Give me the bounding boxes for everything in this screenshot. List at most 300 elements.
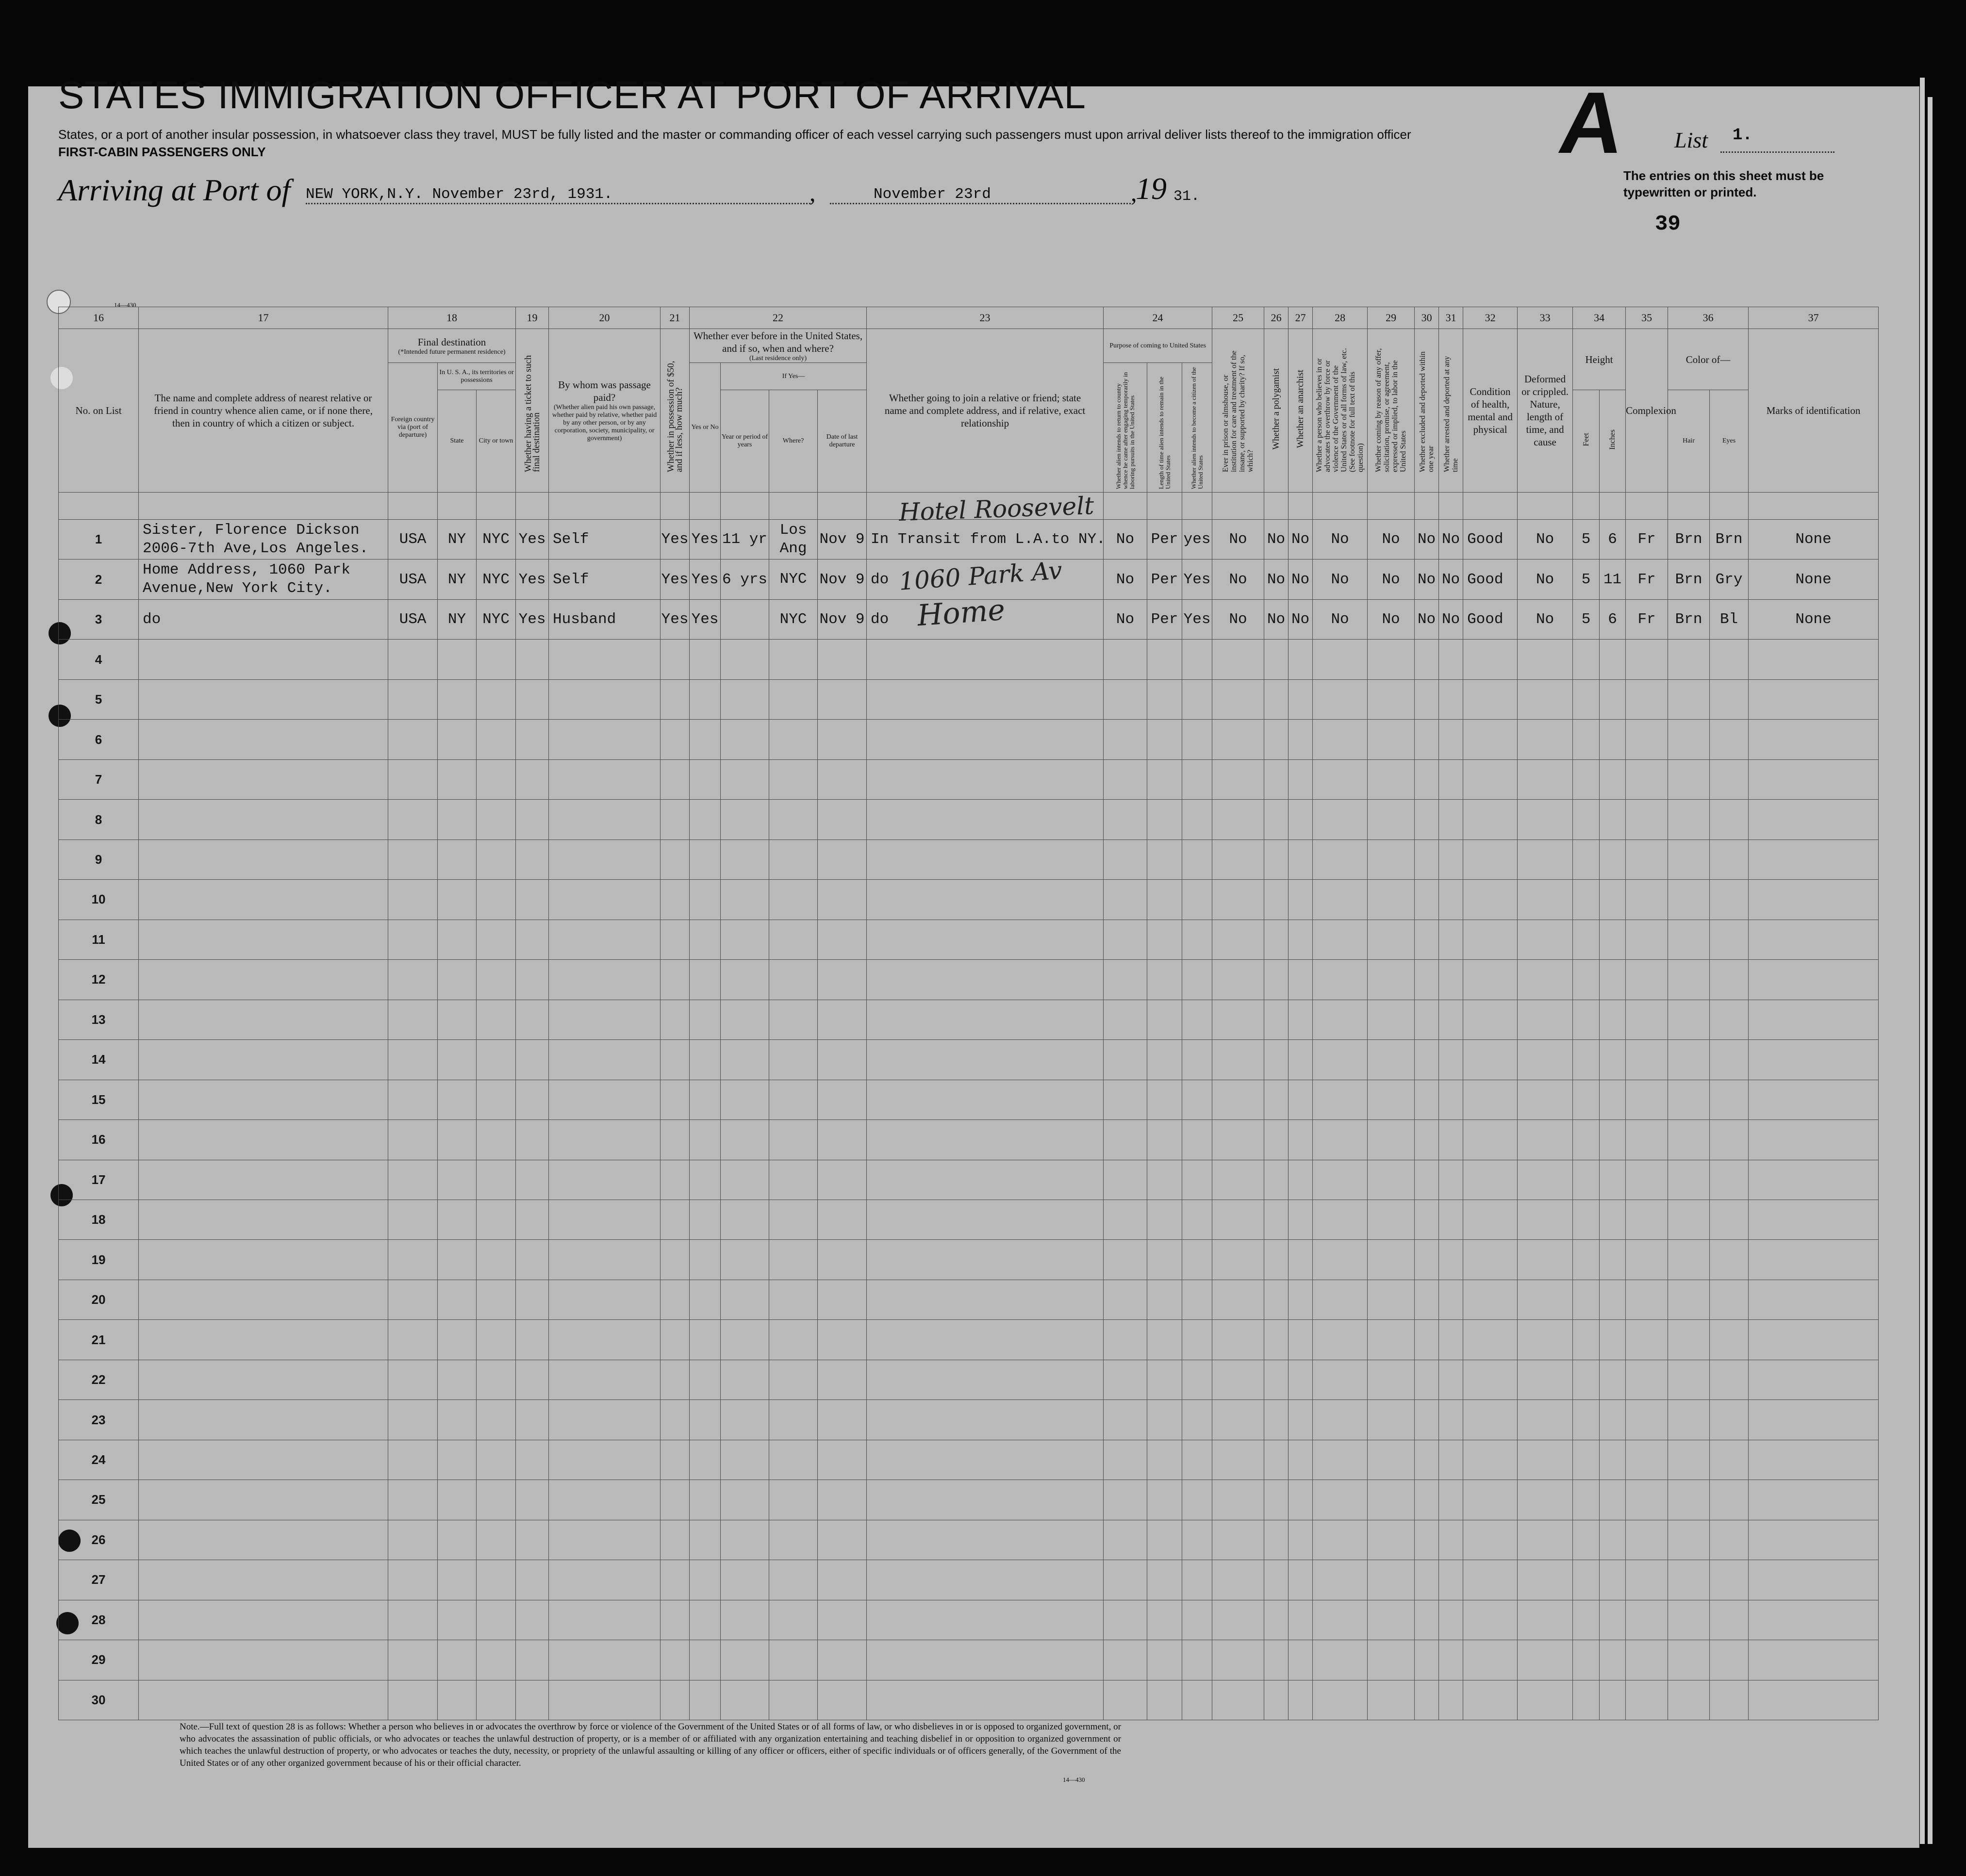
empty-cell <box>690 1200 721 1239</box>
header-in-usa: In U. S. A., its territories or possessions <box>438 363 516 390</box>
form-number: 14—430 <box>114 301 136 309</box>
complexion: Fr <box>1626 599 1668 639</box>
empty-cell <box>516 1560 549 1600</box>
empty-cell <box>1212 1160 1264 1200</box>
empty-cell <box>516 1080 549 1119</box>
overthrow: No <box>1313 520 1368 560</box>
empty-cell <box>438 1160 477 1200</box>
empty-cell <box>1626 839 1668 879</box>
empty-cell <box>477 1280 516 1319</box>
footnote: Note.—Full text of question 28 is as follows: Whether a person who believes in or advocates the overthrow by force or violence of the Government of the United States or of all forms of law, or who disbelieves in or is opposed to organized government, or who advocates the assassination of public officials, or who advocates or teaches the unlawful destruction of property, or is a member of or affiliated with any organization entertaining and teaching disbelief in or opposition to organized government or which teaches the unlawful destruction of property, or who advocates or teaches the duty, necessity, or propriety of the unlawful assaulting or killing of any officer or officers, either of specific individuals or of officers generally, of the Government of the United States or of any other organized government because of his or their official character. <box>180 1722 1121 1768</box>
empty-cell <box>438 1200 477 1239</box>
empty-cell <box>1518 1360 1573 1399</box>
empty-cell <box>818 679 867 719</box>
empty-cell <box>721 1000 769 1039</box>
empty-cell <box>1710 1400 1749 1440</box>
empty-cell <box>1668 759 1710 799</box>
empty-cell <box>477 720 516 759</box>
empty-cell <box>1415 1160 1439 1200</box>
empty-cell <box>139 1520 388 1560</box>
empty-cell <box>1463 1440 1518 1480</box>
empty-cell <box>139 1240 388 1280</box>
hair-color: Brn <box>1668 560 1710 599</box>
empty-cell <box>388 1600 438 1640</box>
purpose-return: No <box>1104 520 1147 560</box>
empty-cell <box>1264 1560 1289 1600</box>
empty-cell <box>1368 1640 1415 1680</box>
empty-cell <box>1518 839 1573 879</box>
empty-cell <box>1518 1280 1573 1319</box>
empty-cell <box>477 960 516 1000</box>
eye-color: Bl <box>1710 599 1749 639</box>
anarchist: No <box>1289 599 1313 639</box>
empty-cell <box>1415 1520 1439 1560</box>
empty-cell <box>1710 1040 1749 1080</box>
empty-cell <box>1264 1120 1289 1160</box>
empty-cell <box>1463 1280 1518 1319</box>
money-header-text: Whether in possession of $50, and if less, how much? <box>665 361 684 472</box>
empty-cell <box>1668 1000 1710 1039</box>
empty-cell <box>477 920 516 959</box>
empty-cell <box>721 1280 769 1319</box>
empty-cell <box>1710 759 1749 799</box>
joining: do <box>867 599 1104 639</box>
empty-cell <box>1104 1360 1147 1399</box>
empty-cell <box>1313 1440 1368 1480</box>
empty-cell <box>1626 1160 1668 1200</box>
empty-cell <box>516 1160 549 1200</box>
empty-cell <box>516 720 549 759</box>
empty-cell <box>1749 1320 1879 1360</box>
empty-cell <box>1600 880 1626 920</box>
empty-cell <box>769 1200 818 1239</box>
hair-color: Brn <box>1668 520 1710 560</box>
empty-cell <box>1600 1360 1626 1399</box>
empty-cell <box>388 880 438 920</box>
empty-cell <box>769 1480 818 1520</box>
empty-cell <box>721 1480 769 1520</box>
empty-cell <box>1182 1160 1212 1200</box>
empty-cell <box>690 839 721 879</box>
row-number: 29 <box>59 1640 139 1680</box>
deformed: No <box>1518 560 1573 599</box>
empty-cell <box>1289 759 1313 799</box>
empty-cell <box>1668 1120 1710 1160</box>
empty-cell <box>1147 1640 1182 1680</box>
empty-cell <box>1182 1480 1212 1520</box>
empty-cell <box>549 839 661 879</box>
column-number: 24 <box>1104 307 1212 329</box>
empty-cell <box>690 679 721 719</box>
purpose-citizen: Yes <box>1182 560 1212 599</box>
empty-cell <box>1212 1480 1264 1520</box>
empty-cell <box>139 1160 388 1200</box>
purpose-c-text: Whether alien intends to become a citizen of the United States <box>1190 367 1204 489</box>
table-row <box>59 1240 1879 1280</box>
empty-cell <box>867 1480 1104 1520</box>
empty-cell <box>1368 1120 1415 1160</box>
empty-cell <box>477 839 516 879</box>
empty-cell <box>1147 1040 1182 1080</box>
empty-cell <box>690 960 721 1000</box>
empty-cell <box>1518 1000 1573 1039</box>
empty-cell <box>1147 960 1182 1000</box>
empty-cell <box>1573 880 1600 920</box>
empty-cell <box>1289 1600 1313 1640</box>
header-height: Height <box>1573 329 1626 390</box>
empty-cell <box>1518 920 1573 959</box>
empty-cell <box>516 839 549 879</box>
empty-cell <box>867 1320 1104 1360</box>
empty-cell <box>1182 1360 1212 1399</box>
empty-cell <box>1518 679 1573 719</box>
empty-cell <box>1626 1280 1668 1319</box>
purpose-length: Per <box>1147 560 1182 599</box>
empty-cell <box>721 1320 769 1360</box>
empty-cell <box>690 1040 721 1080</box>
empty-cell <box>1368 1520 1415 1560</box>
empty-cell <box>867 1400 1104 1440</box>
empty-cell <box>1147 839 1182 879</box>
table-row <box>59 1160 1879 1200</box>
empty-cell <box>1368 720 1415 759</box>
empty-cell <box>516 640 549 679</box>
empty-cell <box>690 720 721 759</box>
empty-cell <box>1710 1200 1749 1239</box>
empty-cell <box>438 1440 477 1480</box>
empty-cell <box>1212 1640 1264 1680</box>
column-number: 31 <box>1439 307 1463 329</box>
foreign-country: USA <box>388 599 438 639</box>
empty-cell <box>1313 1040 1368 1080</box>
empty-cell <box>1439 1400 1463 1440</box>
empty-cell <box>1626 880 1668 920</box>
empty-cell <box>690 1440 721 1480</box>
row-number: 9 <box>59 839 139 879</box>
empty-cell <box>818 920 867 959</box>
empty-cell <box>690 640 721 679</box>
where <box>769 520 818 560</box>
empty-cell <box>1668 1040 1710 1080</box>
empty-cell <box>1600 1280 1626 1319</box>
empty-cell <box>1710 1000 1749 1039</box>
empty-cell <box>1573 1200 1600 1239</box>
header-purpose-b <box>1147 363 1182 493</box>
empty-cell <box>477 1360 516 1399</box>
empty-cell <box>769 1120 818 1160</box>
empty-cell <box>1668 1600 1710 1640</box>
empty-cell <box>1600 839 1626 879</box>
empty-cell <box>549 679 661 719</box>
empty-cell <box>1439 1280 1463 1319</box>
empty-cell <box>867 1120 1104 1160</box>
empty-cell <box>1518 1040 1573 1080</box>
empty-cell <box>1313 1640 1368 1680</box>
empty-cell <box>769 1280 818 1319</box>
empty-cell <box>1573 1320 1600 1360</box>
empty-cell <box>1463 1680 1518 1720</box>
row-number: 30 <box>59 1680 139 1720</box>
empty-cell <box>1368 679 1415 719</box>
empty-cell <box>1463 679 1518 719</box>
empty-cell <box>438 679 477 719</box>
empty-cell <box>721 960 769 1000</box>
empty-cell <box>1212 1120 1264 1160</box>
empty-cell <box>1749 1000 1879 1039</box>
empty-cell <box>769 1560 818 1600</box>
empty-cell <box>1600 1080 1626 1119</box>
empty-cell <box>769 720 818 759</box>
empty-cell <box>1600 1600 1626 1640</box>
empty-cell <box>1626 679 1668 719</box>
empty-cell <box>1182 1440 1212 1480</box>
empty-cell <box>1289 1400 1313 1440</box>
empty-cell <box>1573 1040 1600 1080</box>
empty-cell <box>1668 1400 1710 1440</box>
empty-cell <box>818 640 867 679</box>
empty-cell <box>1668 1200 1710 1239</box>
column-number: 20 <box>549 307 661 329</box>
empty-cell <box>1439 1680 1463 1720</box>
empty-cell <box>1518 1160 1573 1200</box>
deported: No <box>1439 599 1463 639</box>
empty-cell <box>1668 1240 1710 1280</box>
empty-cell <box>769 880 818 920</box>
empty-cell <box>1710 1160 1749 1200</box>
empty-cell <box>1264 800 1289 839</box>
empty-cell <box>438 1680 477 1720</box>
table-row <box>59 1440 1879 1480</box>
empty-cell <box>1104 1000 1147 1039</box>
empty-cell <box>549 1360 661 1399</box>
empty-cell <box>139 1320 388 1360</box>
empty-cell <box>1289 880 1313 920</box>
empty-cell <box>1368 880 1415 920</box>
passenger-rows <box>59 520 1879 1720</box>
empty-cell <box>1600 1120 1626 1160</box>
table-row <box>59 1680 1879 1720</box>
empty-cell <box>1710 1480 1749 1520</box>
empty-cell <box>1289 1280 1313 1319</box>
empty-cell <box>867 1200 1104 1239</box>
header-purpose: Purpose of coming to United States <box>1104 329 1212 363</box>
empty-cell <box>477 759 516 799</box>
empty-cell <box>516 1040 549 1080</box>
empty-cell <box>1104 1640 1147 1680</box>
empty-cell <box>721 1600 769 1640</box>
column-number: 37 <box>1749 307 1879 329</box>
empty-cell <box>1600 1240 1626 1280</box>
empty-cell <box>1600 1640 1626 1680</box>
header-color: Color of— <box>1668 329 1749 390</box>
empty-cell <box>1313 1560 1368 1600</box>
row-number: 17 <box>59 1160 139 1200</box>
deported-header-text: Whether arrested and deported at any time <box>1442 356 1459 472</box>
empty-cell <box>1212 880 1264 920</box>
empty-cell <box>388 1320 438 1360</box>
empty-cell <box>1668 1280 1710 1319</box>
empty-cell <box>1313 960 1368 1000</box>
empty-cell <box>1710 880 1749 920</box>
empty-cell <box>769 1080 818 1119</box>
empty-cell <box>1313 1280 1368 1319</box>
empty-cell <box>867 1240 1104 1280</box>
empty-cell <box>661 1520 690 1560</box>
final-destination-note: (*Intended future permanent residence) <box>398 348 506 356</box>
empty-cell <box>1749 1280 1879 1319</box>
table-row <box>59 679 1879 719</box>
empty-cell <box>1710 800 1749 839</box>
empty-cell <box>1289 1000 1313 1039</box>
empty-cell <box>1104 1680 1147 1720</box>
arriving-port: NEW YORK,N.Y. November 23rd, 1931. <box>306 186 613 203</box>
empty-cell <box>1626 1080 1668 1119</box>
column-number: 22 <box>690 307 867 329</box>
empty-cell <box>690 800 721 839</box>
empty-cell <box>1626 1560 1668 1600</box>
empty-cell <box>1264 640 1289 679</box>
empty-cell <box>1264 920 1289 959</box>
years: 11 yr <box>721 520 769 560</box>
empty-cell <box>549 759 661 799</box>
empty-cell <box>438 1040 477 1080</box>
empty-cell <box>1147 1520 1182 1560</box>
empty-cell <box>1147 880 1182 920</box>
empty-cell <box>1463 1480 1518 1520</box>
empty-cell <box>1626 800 1668 839</box>
relative-line: do <box>143 610 161 628</box>
empty-cell <box>769 1440 818 1480</box>
relative-line: Avenue,New York City. <box>143 580 332 597</box>
empty-cell <box>690 1560 721 1600</box>
empty-cell <box>1313 800 1368 839</box>
empty-cell <box>1463 960 1518 1000</box>
row-number: 15 <box>59 1080 139 1119</box>
empty-cell <box>477 1240 516 1280</box>
empty-cell <box>438 1520 477 1560</box>
header-final-destination <box>388 329 516 363</box>
empty-cell <box>477 1400 516 1440</box>
year-suffix: 31. <box>1173 188 1200 205</box>
empty-cell <box>1518 1320 1573 1360</box>
empty-cell <box>867 720 1104 759</box>
list-mark: A <box>1553 74 1631 172</box>
empty-cell <box>1147 1600 1182 1640</box>
table-row <box>59 960 1879 1000</box>
empty-cell <box>1313 1600 1368 1640</box>
empty-cell <box>1626 1040 1668 1080</box>
empty-cell <box>1182 1400 1212 1440</box>
empty-cell <box>1749 1360 1879 1399</box>
empty-cell <box>438 759 477 799</box>
where-line: NYC <box>779 610 807 628</box>
row-number: 23 <box>59 1400 139 1440</box>
empty-cell <box>1439 960 1463 1000</box>
empty-cell <box>516 1400 549 1440</box>
empty-cell <box>139 960 388 1000</box>
empty-cell <box>477 1520 516 1560</box>
empty-cell <box>1104 640 1147 679</box>
empty-cell <box>1313 1240 1368 1280</box>
purpose-length: Per <box>1147 599 1182 639</box>
empty-cell <box>1415 960 1439 1000</box>
empty-cell <box>1368 800 1415 839</box>
empty-cell <box>769 1600 818 1640</box>
empty-cell <box>690 1280 721 1319</box>
empty-cell <box>1182 1000 1212 1039</box>
empty-cell <box>769 839 818 879</box>
empty-cell <box>1415 1560 1439 1600</box>
marks: None <box>1749 520 1879 560</box>
empty-cell <box>1518 1640 1573 1680</box>
empty-cell <box>1463 839 1518 879</box>
empty-cell <box>1182 640 1212 679</box>
empty-cell <box>1439 1120 1463 1160</box>
last-departure: Nov 9 <box>818 599 867 639</box>
empty-cell <box>1104 1160 1147 1200</box>
empty-cell <box>1264 1320 1289 1360</box>
comma: , <box>810 179 816 206</box>
empty-cell <box>1600 1560 1626 1600</box>
empty-cell <box>1313 1320 1368 1360</box>
empty-cell <box>1264 1520 1289 1560</box>
empty-cell <box>1518 1080 1573 1119</box>
header-before-in-us <box>690 329 867 363</box>
height-feet: 5 <box>1573 560 1600 599</box>
contract-labor: No <box>1368 560 1415 599</box>
empty-cell <box>1749 1160 1879 1200</box>
empty-cell <box>1289 800 1313 839</box>
list-number: 1. <box>1733 126 1752 145</box>
deported: No <box>1439 520 1463 560</box>
ticket-header-text: Whether having a ticket to such final destination <box>523 355 542 472</box>
empty-cell <box>661 1280 690 1319</box>
empty-cell <box>1573 839 1600 879</box>
empty-cell <box>1368 759 1415 799</box>
empty-cell <box>721 1120 769 1160</box>
empty-cell <box>1573 1000 1600 1039</box>
height-feet: 5 <box>1573 520 1600 560</box>
empty-cell <box>1147 1320 1182 1360</box>
empty-cell <box>818 1360 867 1399</box>
empty-cell <box>1668 679 1710 719</box>
empty-cell <box>1439 1080 1463 1119</box>
empty-cell <box>1264 839 1289 879</box>
empty-cell <box>818 1600 867 1640</box>
height-inches: 6 <box>1600 599 1626 639</box>
empty-cell <box>1626 1320 1668 1360</box>
empty-cell <box>1439 880 1463 920</box>
column-number: 27 <box>1289 307 1313 329</box>
before-in-us-note: (Last residence only) <box>749 354 807 362</box>
empty-cell <box>1415 880 1439 920</box>
row-number: 24 <box>59 1440 139 1480</box>
empty-cell <box>516 1360 549 1399</box>
empty-cell <box>1104 1080 1147 1119</box>
state: NY <box>438 599 477 639</box>
empty-cell <box>1668 640 1710 679</box>
empty-cell <box>1289 839 1313 879</box>
empty-cell <box>549 800 661 839</box>
empty-cell <box>721 1400 769 1440</box>
complexion: Fr <box>1626 560 1668 599</box>
empty-cell <box>139 1280 388 1319</box>
arriving-label: Arriving at Port of <box>58 173 291 207</box>
where-line: Ang <box>779 540 807 557</box>
passage-paid-note: (Whether alien paid his own passage, whether paid by relative, whether paid by any other person, or by any corporation, society, municipality, or government) <box>552 404 657 442</box>
header-anarchist <box>1289 329 1313 493</box>
empty-cell <box>516 1000 549 1039</box>
